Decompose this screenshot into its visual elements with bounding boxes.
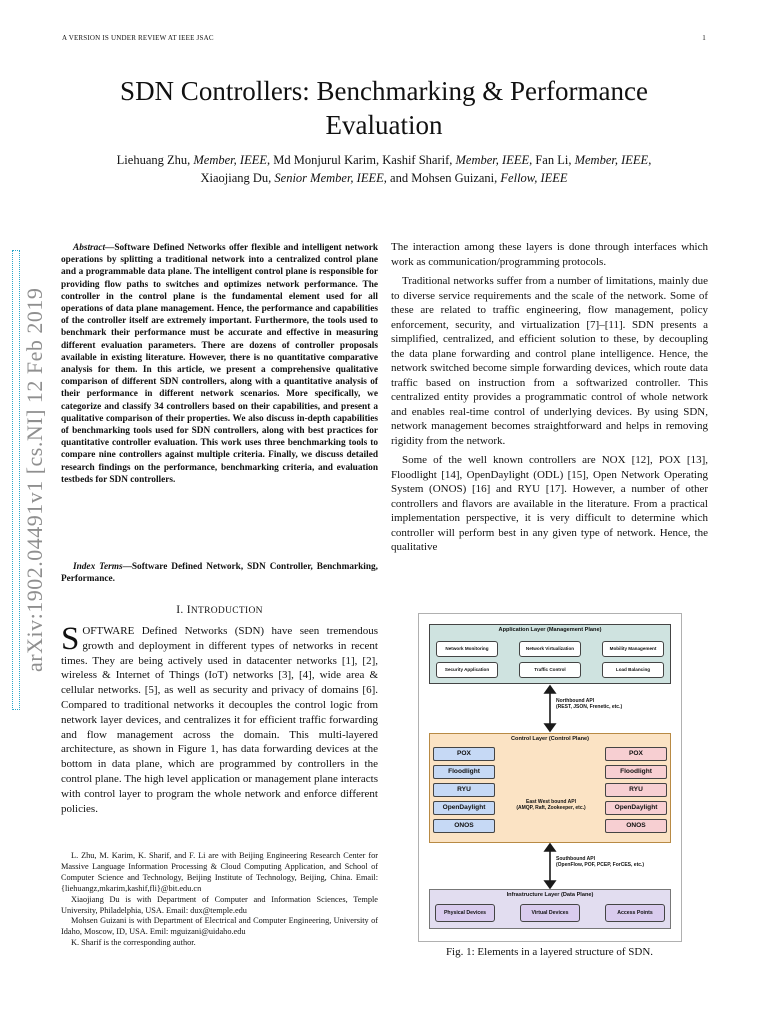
author-line-1 — [62, 151, 706, 169]
footnotes — [61, 851, 378, 949]
author-role: Senior Member, IEEE — [274, 171, 384, 185]
author-role: Member, IEEE — [574, 153, 649, 167]
author-role: Member, IEEE — [193, 153, 267, 167]
citation-link[interactable]: [1] — [341, 654, 355, 667]
author-name: , and Mohsen Guizani, — [383, 171, 501, 185]
citation-link[interactable]: [6] — [362, 684, 376, 697]
paragraph-text: . SDN presents a simplified, centralized, and efficient solution to these, by decoupling the data plane forwarding and control plane intelligence. Hence, the network switched become simple forwarding devices, which route data traffic based on instruction from a softwarized controller. This centralized entity provides a programmatic control of whole network and enables real-time control of underlying devices. By using SDN, network management becomes straightforward and helps in removing rigidity from the network. — [391, 318, 709, 447]
application-layer-title: Application Layer (Management Plane) — [498, 627, 602, 633]
api-detail: (AMQP, Raft, Zookeeper, etc.) — [516, 805, 586, 811]
author-role: Member, IEEE — [455, 153, 530, 167]
control-layer-title: Control Layer (Control Plane) — [510, 736, 589, 742]
paragraph-text: Some of the well known controllers are NOX — [402, 454, 632, 466]
intro-text: , as well as security and privacy of domains — [157, 684, 363, 697]
paragraph-text: , POX — [649, 454, 687, 466]
paragraph-text: , OpenDaylight (ODL) — [459, 468, 568, 481]
index-terms-label: Index Terms — [73, 562, 123, 572]
author-list — [62, 151, 706, 187]
citation-link[interactable]: [12] — [631, 454, 650, 466]
controller-box: POX — [433, 747, 495, 761]
section-number: I. — [176, 604, 184, 616]
citation-link[interactable]: [5] — [144, 684, 158, 697]
controller-box: OpenDaylight — [433, 801, 495, 815]
infra-box: Virtual Devices — [520, 904, 580, 922]
app-box: Load Balancing — [602, 662, 664, 678]
paragraph-text: . However, a number of other controllers and flavors are available in the literature. From a practical implementation perspective, it is very difficult to determine which controller will perform best in any given type of network. Hence, the qualitative — [391, 483, 709, 553]
arxiv-stamp — [8, 250, 48, 710]
control-layer — [429, 733, 671, 843]
citation-link[interactable]: [2] — [362, 654, 376, 667]
abstract-label: Abstract — [73, 243, 106, 253]
intro-text: . Compared to traditional networks it decouples the control logic from network layer devices, and centralizes it for efficient traffic forwarding and flow management across the domain. This multi-layered architecture, as shown in Figure — [61, 684, 378, 756]
abstract-text: —Software Defined Networks offer flexible and intelligent network operations by splitting a traditional network into a centralized control plane and a programmable data plane. The intelligent control plane is responsible for providing flow paths to switches and optimizes network performance. The controller in the control plane is the fundamental element used for all operations of data plane management. Hence, the performance and capabilities of the controller itself are extremely important. Furthermore, the tools used to benchmark their performance must be accurate and effective in measuring different evaluation parameters. There are dozens of controller proposals available in existing literature. However, there is no quantitative comparative analysis for them. In this article, we present a comprehensive qualitative comparison of different SDN controllers, along with a quantitative analysis of their performance in different network scenarios. More specifically, we categorize and classify 34 controllers based on their capabilities, and present a qualitative comparison of their properties. We also discuss in-depth capabilities of benchmarking tools used for SDN controllers, along with best practices for quantitative controller evaluation. This work uses three benchmarking tools to compare nine controllers against multiple criteria. Finally, we discuss detailed research findings on the performance, benchmarking criteria, and evaluation testbeds for SDN controllers. — [61, 243, 378, 485]
paragraph — [391, 453, 708, 555]
arxiv-identifier: arXiv:1902.04491v1 [cs.NI] 12 Feb 2019 — [22, 287, 47, 673]
arrowhead — [545, 686, 555, 693]
paragraph-text: Traditional networks suffer from a number of limitations, mainly due to diverse service requirements and the scale of the network. Some of these are related to traffic engineering, flow management, policy enforcement, security, and virtualization — [391, 275, 708, 331]
running-head-title: A VERSION IS UNDER REVIEW AT IEEE JSAC — [62, 34, 214, 42]
paper-title: SDN Controllers: Benchmarking & Performance Evaluation — [120, 76, 648, 140]
controller-box: RYU — [433, 783, 495, 797]
app-box: Security Application — [436, 662, 498, 678]
infra-box: Physical Devices — [435, 904, 495, 922]
drop-cap: S — [61, 621, 80, 657]
author-role: Fellow, IEEE — [500, 171, 568, 185]
paragraph: The interaction among these layers is done through interfaces which work as communication/programming protocols. — [391, 241, 708, 268]
citation-link[interactable]: [7] — [586, 318, 600, 331]
controller-box: OpenDaylight — [605, 801, 667, 815]
index-terms-text: —Software Defined Network, SDN Controller, Benchmarking, Performance. — [61, 562, 378, 585]
author-name: , Md Monjurul Karim, Kashif Sharif, — [266, 153, 456, 167]
citation-link[interactable]: [11] — [604, 318, 623, 331]
controller-box: RYU — [605, 783, 667, 797]
citation-link[interactable]: [13] — [686, 454, 706, 466]
footnote: L. Zhu, M. Karim, K. Sharif, and F. Li are with Beijing Engineering Research Center for Massive Language Information Processing & Cloud Computing Application, and School of Computer Science and Technology, Beijing Institute of Technology, Beijing, China. Email: {liehuangz,mkarim,kashif,fli}@bit.edu.cn — [61, 851, 378, 893]
controller-box: Floodlight — [433, 765, 495, 779]
intro-paragraph — [61, 621, 379, 816]
infrastructure-layer-title: Infrastructure Layer (Data Plane) — [506, 892, 594, 898]
figure-link[interactable]: 1 — [210, 743, 216, 756]
paragraph-text: , Floodlight — [391, 454, 708, 481]
app-box: Traffic Control — [519, 662, 581, 678]
figure-caption: Fig. 1: Elements in a layered structure of SDN. — [445, 946, 654, 958]
northbound-api-label — [556, 698, 622, 710]
api-title: East West bound API — [525, 799, 576, 805]
author-line-2 — [62, 169, 706, 187]
intro-text: Defined Networks (SDN) have seen tremendous growth and deployment in different types of networks in recent times. They are being actively used in datacenter networks — [61, 625, 378, 667]
arrowhead — [545, 881, 555, 888]
intro-text: , — [291, 669, 299, 682]
intro-text: , wide area & cellular networks. — [61, 669, 379, 697]
paragraph-text: and RYU — [490, 483, 546, 495]
api-title: Northbound API — [556, 698, 595, 704]
footnote: Xiaojiang Du is with Department of Computer and Information Sciences, Temple University, Philadelphia, USA. Email: dux@temple.edu — [61, 894, 378, 915]
southbound-api-label — [556, 856, 644, 868]
author-name: , Fan Li, — [529, 153, 575, 167]
footnote: K. Sharif is the corresponding author. — [71, 938, 196, 948]
infra-box: Access Points — [605, 904, 665, 922]
app-box: Mobility Management — [602, 641, 664, 657]
abstract — [61, 242, 378, 486]
infrastructure-layer — [429, 889, 671, 929]
section-title-rest: NTRODUCTION — [190, 606, 263, 616]
citation-link[interactable]: [17] — [545, 483, 565, 495]
eastwest-api-label — [501, 799, 601, 811]
app-box: Network Virtualization — [519, 641, 581, 657]
right-column-text — [391, 240, 708, 555]
intro-lead: OFTWARE — [82, 625, 135, 637]
application-layer — [429, 624, 671, 684]
page-number: 1 — [702, 34, 706, 42]
citation-link[interactable]: [3] — [278, 669, 292, 682]
controller-box: POX — [605, 747, 667, 761]
citation-link[interactable]: [15] — [567, 468, 586, 481]
intro-text: , wireless & Internet of Things (IoT) networks — [61, 654, 378, 682]
intro-text: , has data forwarding devices at the bottom in data plane, which are programmed by controllers in the control plane. The high level application or management plane interacts with control layer to program the whole network and enforce different policies. — [61, 743, 378, 815]
author-name: Xiaojiang Du, — [200, 171, 275, 185]
intro-text: , — [354, 654, 363, 667]
author-name: Liehuang Zhu, — [116, 153, 194, 167]
section-title-initial: I — [186, 604, 191, 616]
citation-link[interactable]: [16] — [471, 483, 491, 495]
arxiv-link-box[interactable] — [12, 250, 20, 710]
controller-box: Floodlight — [605, 765, 667, 779]
citation-link[interactable]: [4] — [298, 669, 312, 682]
app-box: Network Monitoring — [436, 641, 498, 657]
section-heading — [61, 604, 378, 616]
api-detail: (OpenFlow, POF, PCEP, ForCES, etc.) — [556, 862, 645, 868]
citation-link[interactable]: [14] — [441, 468, 460, 481]
paragraph-text: , Open Network Operating System (ONOS) — [391, 468, 708, 495]
controller-box: ONOS — [605, 819, 667, 833]
paragraph — [391, 274, 708, 448]
index-terms — [61, 561, 378, 585]
api-title: Southbound API — [556, 856, 595, 862]
footnote: Mohsen Guizani is with Department of Electrical and Computer Engineering, University of Idaho, Moscow, ID, USA. Emil: mguizani@uidaho.edu — [61, 916, 378, 937]
controller-box: ONOS — [433, 819, 495, 833]
paragraph-text: – — [599, 318, 605, 331]
running-head — [62, 34, 706, 44]
author-name: , — [648, 153, 652, 167]
api-detail: (REST, JSON, Frenetic, etc.) — [556, 704, 623, 710]
arrowhead — [545, 844, 555, 851]
sdn-architecture-figure — [418, 613, 682, 942]
arrowhead — [545, 724, 555, 731]
